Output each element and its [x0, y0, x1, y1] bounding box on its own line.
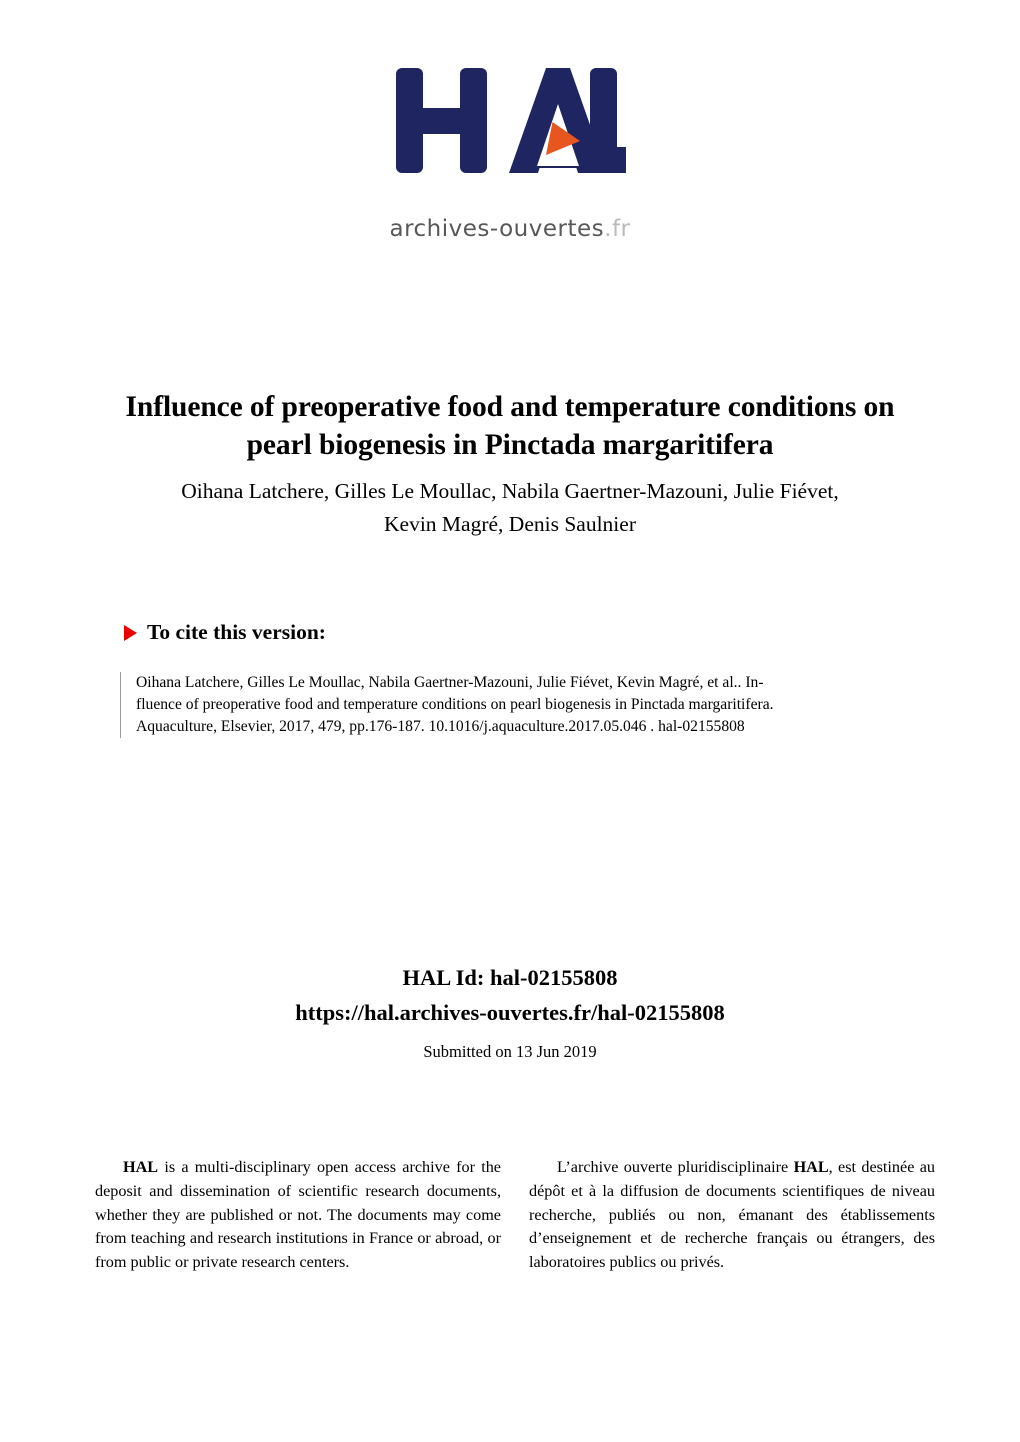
footer-en-lead: HAL [123, 1158, 159, 1176]
citation-line-1: Oihana Latchere, Gilles Le Moullac, Nabila Gaertner-Mazouni, Julie Fiévet, Kevin Magré, et al.. In- [136, 674, 764, 691]
hal-id-text: HAL Id: hal-02155808 [402, 965, 618, 990]
title-block [110, 388, 910, 541]
cite-this-version-heading [124, 620, 326, 645]
footer-column-french [529, 1156, 935, 1275]
cite-this-version-label: To cite this version: [147, 620, 326, 644]
submitted-date: Submitted on 13 Jun 2019 [423, 1041, 597, 1061]
hal-logo-graphic [394, 62, 626, 207]
footer-fr-after: , est destinée au dépôt et à la diffusion de documents scientifiques de niveau recherche, publiés ou non, émanant des établissements d’enseignement et de recherche français ou étrangers, des laboratoires publics ou privés. [529, 1158, 936, 1272]
triangle-bullet-icon [124, 625, 137, 641]
hal-url-link[interactable]: https://hal.archives-ouvertes.fr/hal-02155808 [295, 999, 725, 1025]
page-title [110, 388, 910, 465]
footer-column-english [95, 1156, 501, 1275]
logo-subtitle-light: .fr [604, 216, 631, 242]
footer-fr-lead: HAL [793, 1158, 829, 1176]
page-title-line-2: conditions on pearl biogenesis in Pinctada margaritifera [246, 391, 895, 462]
author-line-1: Oihana Latchere, Gilles Le Moullac, Nabila Gaertner-Mazouni, Julie Fiévet, [181, 478, 839, 503]
footer-en-text: is a multi-disciplinary open access archive for the deposit and dissemination of scientific research documents, whether they are published or not. The documents may come from teaching and research institutions in France or abroad, or from public or private research centers. [95, 1158, 501, 1272]
footer-fr-before: L’archive ouverte pluridisciplinaire [557, 1158, 794, 1176]
citation-line-2: fluence of preoperative food and temperature conditions on pearl biogenesis in Pinctada margaritifera. [136, 696, 774, 714]
hal-id-block [0, 962, 1020, 1062]
hal-wordmark [396, 68, 626, 173]
citation-line-3: Aquaculture, Elsevier, 2017, 479, pp.176-187. 10.1016/j.aquaculture.2017.05.046 . hal-02155808 [136, 718, 745, 736]
logo-subtitle-dark: archives-ouvertes [389, 216, 605, 242]
author-line-2: Kevin Magré, Denis Saulnier [384, 512, 636, 536]
author-list [110, 475, 910, 542]
page-title-line-1: Influence of preoperative food and temperature [125, 391, 721, 423]
footer-columns [95, 1156, 935, 1275]
hal-logo [0, 62, 1020, 242]
citation-block [120, 672, 938, 738]
